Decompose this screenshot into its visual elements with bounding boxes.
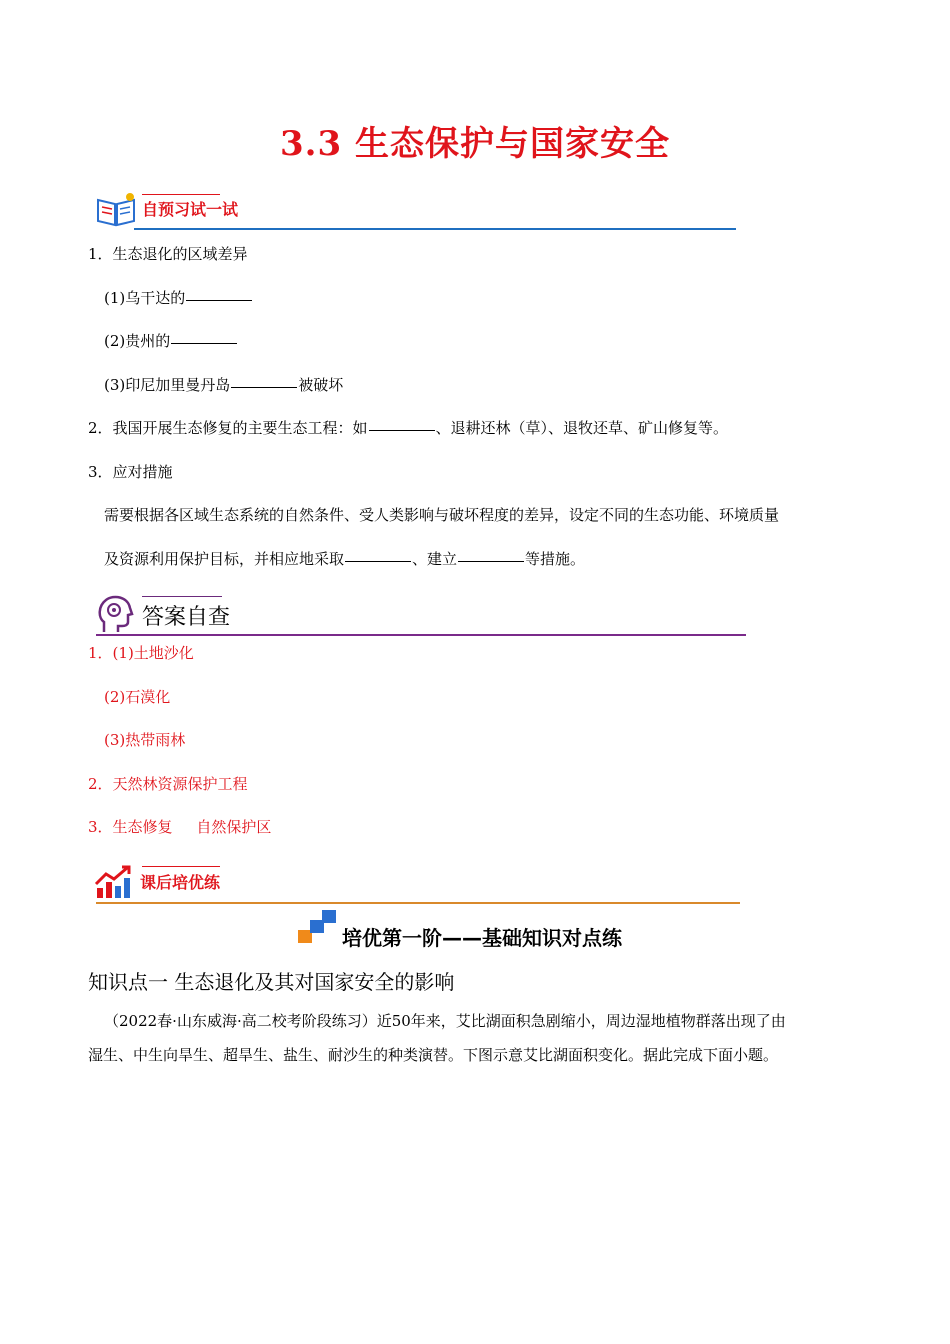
growth-chart-icon: [94, 864, 132, 900]
question-2: 2．我国开展生态修复的主要生态工程：如 、退耕还林（草）、退牧还草、矿山修复等。: [88, 419, 729, 437]
banner-label: 课后培优练: [140, 873, 221, 892]
answer-blank: [231, 386, 297, 388]
answer-3: 3．生态修复 自然保护区: [88, 818, 272, 836]
paragraph-line-2: 湿生、中生向旱生、超旱生、盐生、耐沙生的种类演替。下图示意艾比湖面积变化。据此完成下面小题。: [88, 1046, 779, 1064]
banner-rule: [134, 228, 736, 230]
knowledge-point-title: 知识点一 生态退化及其对国家安全的影响: [88, 970, 455, 994]
question-1a: (1)乌干达的: [104, 287, 253, 308]
answer-blank: [458, 560, 524, 562]
answer-blank: [345, 560, 411, 562]
question-3-line2: 及资源利用保护目标，并相应地采取 、建立 等措施。: [104, 550, 586, 568]
subheading-text: 培优第一阶——基础知识对点练: [342, 926, 622, 950]
answer-blank: [186, 299, 252, 301]
subheading: [296, 910, 676, 950]
answer-1b: (2)石漠化: [104, 688, 171, 706]
preview-banner: [94, 190, 736, 232]
question-1c: (3)印尼加里曼丹岛 被破坏: [104, 376, 344, 394]
question-3-title: 3．应对措施: [88, 463, 173, 481]
banner-rule: [96, 634, 746, 636]
banner-label: 答案自查: [142, 605, 231, 630]
page-title: 3.3 生态保护与国家安全: [280, 124, 670, 164]
answer-1a: 1．(1)土地沙化: [88, 644, 194, 662]
answer-1c: (3)热带雨林: [104, 731, 186, 749]
answer-2: 2．天然林资源保护工程: [88, 775, 248, 793]
answer-banner: [94, 592, 746, 638]
head-brain-icon: [96, 594, 134, 634]
banner-accent-line: [142, 194, 220, 195]
answer-blank: [171, 342, 237, 344]
banner-accent-line: [142, 866, 220, 867]
practice-banner: [94, 862, 740, 906]
book-icon: [94, 192, 138, 228]
steps-icon: [296, 910, 340, 946]
banner-accent-line: [142, 596, 222, 597]
banner-rule: [96, 902, 740, 904]
banner-label: 自预习试一试: [142, 200, 239, 219]
question-1b: (2)贵州的: [104, 330, 238, 351]
paragraph-line-1: （2022春·山东威海·高二校考阶段练习）近50年来，艾比湖面积急剧缩小，周边湿地植物群落出现了由: [104, 1012, 786, 1030]
question-1-title: 1．生态退化的区域差异: [88, 245, 248, 263]
question-3-line1: 需要根据各区域生态系统的自然条件、受人类影响与破坏程度的差异，设定不同的生态功能、环境质量: [104, 506, 780, 524]
answer-blank: [369, 429, 435, 431]
